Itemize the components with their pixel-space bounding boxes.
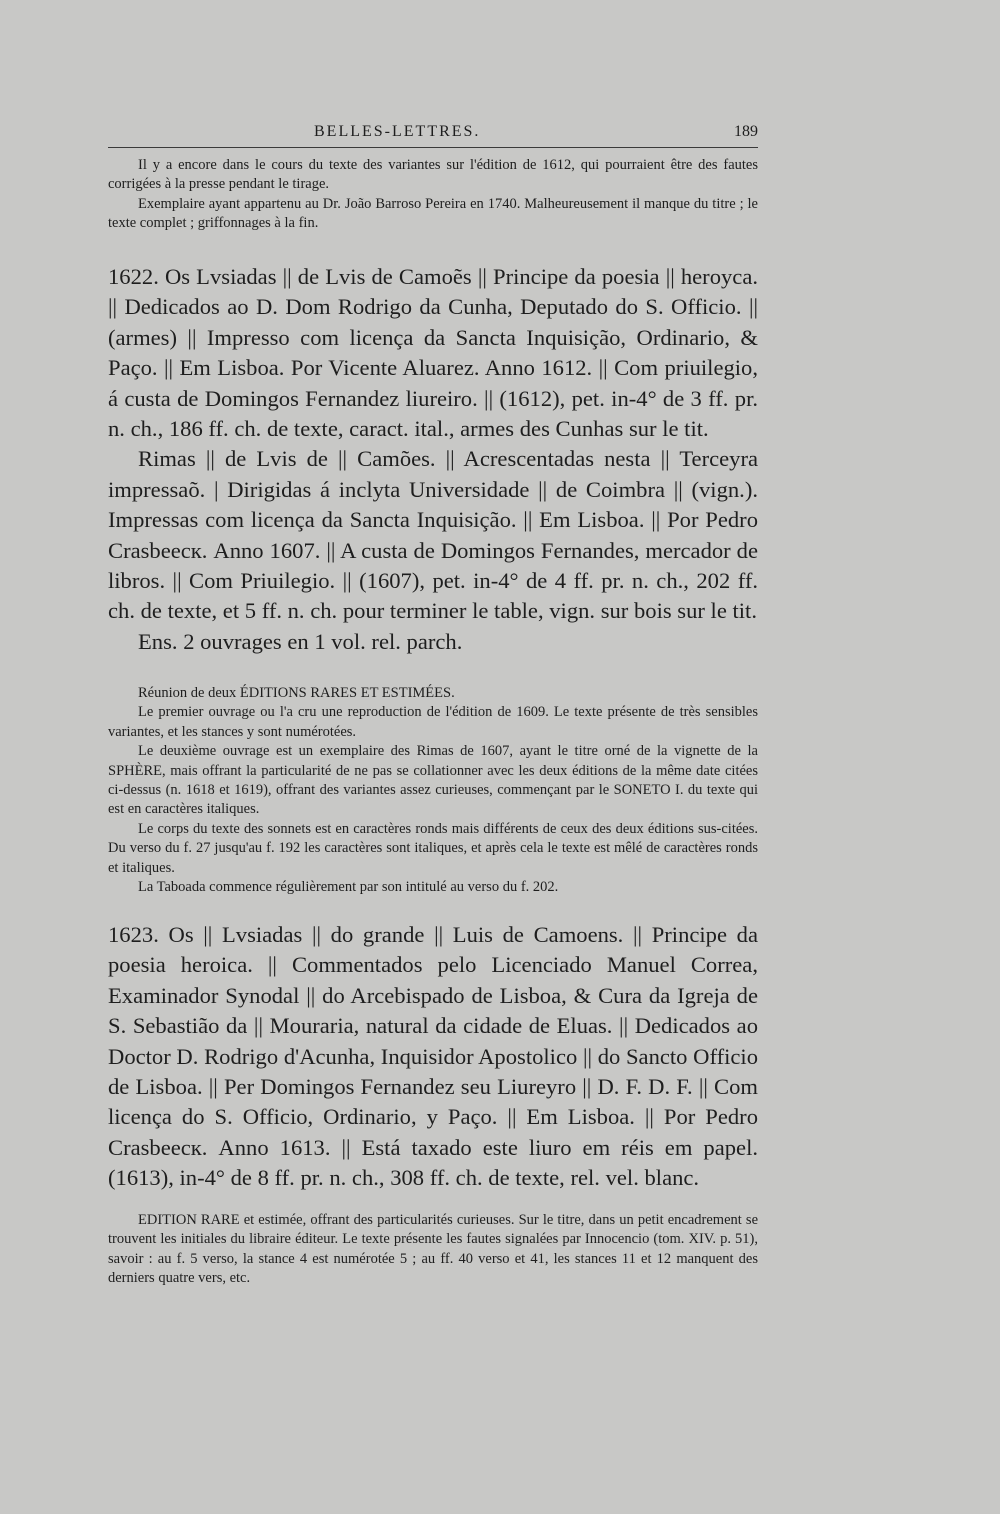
note-paragraph: Le deuxième ouvrage est un exemplaire des Rimas de 1607, ayant le titre orné de la vignette de la SPHÈRE, mais offrant la particularité de ne pas se collationner avec les deux éditions de la même date citées ci-dessus (n. 1618 et 1619), offrant des variantes assez curieuses, commençant par le SONETO I. du texte qui est en caractères italiques. [108,743,758,818]
note-1623 [108,1211,758,1289]
catalog-entry-1622 [108,262,758,657]
note-paragraph: Le corps du texte des sonnets est en caractères ronds mais différents de ceux des deux éditions sus-citées. Du verso du f. 27 jusqu'au f. 192 les caractères sont italiques, et après cela le texte est mêlé de caractères ronds et italiques. [108,820,758,876]
note-paragraph: Exemplaire ayant appartenu au Dr. João Barroso Pereira en 1740. Malheureusement il manque du titre ; le texte complet ; griffonnages à la fin. [108,195,758,232]
entry-paragraph: 1622. Os Lvsiadas || de Lvis de Camoẽs || Principe da poesia || heroyca. || Dedicados ao D. Dom Rodrigo da Cunha, Deputado do S. Officio. || (armes) || Impresso com licença da Sancta Inquisição, Ordinario, & Paço. || Em Lisboa. Por Vicente Aluarez. Anno 1612. || Com priuilegio, á custa de Domingos Fernandez liureiro. || (1612), pet. in-4° de 3 ff. pr. n. ch., 186 ff. ch. de texte, caract. ital., armes des Cunhas sur le tit. [108,264,758,442]
entry-paragraph: 1623. Os || Lvsiadas || do grande || Luis de Camoens. || Principe da poesia heroica. || Commentados pelo Licenciado Manuel Correa, Examinador Synodal || do Arcebispado de Lisboa, & Cura da Igreja de S. Sebastião da || Mouraria, natural da cidade de Eluas. || Dedicados ao Doctor D. Rodrigo d'Acunha, Inquisidor Apostolico || do Sancto Officio de Lisboa. || Per Domingos Fernandez seu Liureyro || D. F. D. F. || Com licença do S. Officio, Ordinario, y Paço. || Em Lisboa. || Por Pedro Crasbeecк. Anno 1613. || Está taxado este liuro em réis em papel. (1613), in-4° de 8 ff. pr. n. ch., 308 ff. ch. de texte, rel. vel. blanc. [108,922,758,1191]
entry-paragraph: Rimas || de Lvis de || Camões. || Acrescentadas nesta || Terceyra impressaõ. | Dirigidas á inclyta Universidade || de Coimbra || (vign.). Impressas com licença da Sancta Inquisição. || Em Lisboa. || Por Pedro Crasbeecк. Anno 1607. || A custa de Domingos Fernandes, mercador de libros. || Com Priuilegio. || (1607), pet. in-4° de 4 ff. pr. n. ch., 202 ff. ch. de texte, et 5 ff. n. ch. pour terminer le table, vign. sur bois sur le tit. [108,446,758,624]
note-paragraph: La Taboada commence régulièrement par son intitulé au verso du f. 202. [138,879,559,896]
note-paragraph: Le premier ouvrage ou l'a cru une reproduction de l'édition de 1609. Le texte présente de très sensibles variantes, et les stances y sont numérotées. [108,704,758,740]
entry-paragraph: Ens. 2 ouvrages en 1 vol. rel. parch. [138,628,463,654]
note-paragraph: EDITION RARE et estimée, offrant des particularités curieuses. Sur le titre, dans un petit encadrement se trouvent les initiales du libraire éditeur. Le texte présente les fautes signalées par Innocencio (tom. XIV. p. 51), savoir : au f. 5 verso, la stance 4 est numérotée 5 ; au ff. 40 verso et 41, les stances 11 et 12 manquent des derniers quatre vers, etc. [108,1212,758,1287]
note-1622 [108,684,758,897]
page-number: 189 [734,123,758,140]
header-rule [108,147,758,148]
note-previous-entry [108,156,758,234]
note-heading: Réunion de deux ÉDITIONS RARES ET ESTIMÉES. [138,685,455,701]
note-paragraph: Il y a encore dans le cours du texte des variantes sur l'édition de 1612, qui pourraient être des fautes corrigées à la presse pendant le tirage. [108,157,758,193]
running-title: BELLES-LETTRES. [314,123,481,140]
catalog-entry-1623 [108,920,758,1194]
page-header [108,119,758,149]
